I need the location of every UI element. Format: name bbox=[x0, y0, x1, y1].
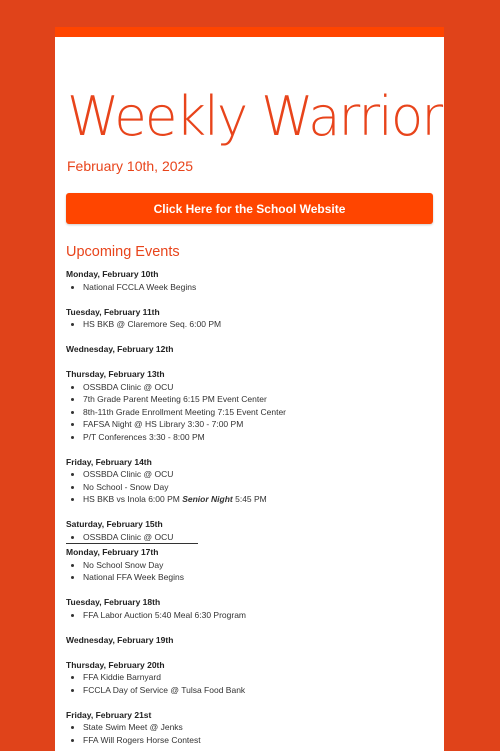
event-item: • FFA Labor Auction 5:40 Meal 6:30 Program bbox=[83, 609, 426, 622]
event-item: • 7th Grade Parent Meeting 6:15 PM Event Center bbox=[83, 393, 426, 406]
day-title: Friday, February 21st bbox=[66, 709, 152, 720]
day-block bbox=[66, 268, 426, 293]
day-block bbox=[66, 634, 426, 647]
day-block bbox=[66, 596, 426, 621]
day-title: Tuesday, February 18th bbox=[66, 597, 161, 607]
day-block bbox=[66, 456, 426, 506]
newsletter-date: February 10th, 2025 bbox=[67, 158, 194, 174]
event-item: • OSSBDA Clinic @ OCU bbox=[83, 381, 426, 394]
event-item: • National FFA Week Begins bbox=[83, 571, 426, 584]
newsletter-card bbox=[55, 27, 444, 751]
upcoming-events-heading: Upcoming Events bbox=[66, 244, 180, 260]
event-item: • OSSBDA Clinic @ OCU bbox=[83, 468, 426, 481]
event-item: • 8th-11th Grade Enrollment Meeting 7:15 Event Center bbox=[83, 406, 426, 419]
school-website-button[interactable]: Click Here for the School Website bbox=[66, 193, 433, 224]
event-item: • FCCLA Day of Service @ Tulsa Food Bank bbox=[83, 684, 426, 697]
event-item: • FAFSA Night @ HS Library 3:30 - 7:00 PM bbox=[83, 418, 426, 431]
day-block bbox=[66, 518, 426, 543]
day-title: Monday, February 17th bbox=[66, 547, 159, 557]
day-title: Tuesday, February 11th bbox=[66, 306, 160, 317]
event-item: • State Swim Meet @ Jenks bbox=[83, 721, 426, 734]
event-item: • P/T Conferences 3:30 - 8:00 PM bbox=[83, 431, 426, 444]
event-item bbox=[83, 493, 426, 506]
day-title: Wednesday, February 19th bbox=[66, 634, 174, 645]
day-title: Friday, February 14th bbox=[66, 456, 152, 467]
day-block bbox=[66, 368, 426, 443]
event-item: • FFA Kiddie Barnyard bbox=[83, 671, 426, 684]
day-block bbox=[66, 546, 426, 584]
event-item: • OSSBDA Clinic @ OCU bbox=[83, 531, 426, 544]
event-text: 5:45 PM bbox=[232, 494, 267, 504]
event-item: • No School Snow Day bbox=[83, 559, 426, 572]
event-item: • HS BKB @ Claremore Seq. 6:00 PM bbox=[83, 318, 426, 331]
event-text: HS BKB vs Inola 6:00 PM bbox=[83, 494, 183, 504]
day-title: Saturday, February 15th bbox=[66, 519, 163, 529]
day-block bbox=[66, 306, 426, 331]
day-title: Thursday, February 20th bbox=[66, 659, 165, 670]
event-item: • No School - Snow Day bbox=[83, 481, 426, 494]
day-title: Monday, February 10th bbox=[66, 269, 159, 279]
newsletter-title: Weekly Warrior bbox=[67, 85, 442, 148]
week-separator bbox=[66, 543, 198, 544]
day-title: Thursday, February 13th bbox=[66, 369, 165, 379]
day-block bbox=[66, 659, 426, 697]
event-item: • National FCCLA Week Begins bbox=[83, 281, 426, 294]
senior-night-emphasis: Senior Night bbox=[182, 494, 233, 504]
day-block bbox=[66, 709, 426, 747]
day-block bbox=[66, 343, 426, 356]
day-title: Wednesday, February 12th bbox=[66, 344, 174, 354]
events-list bbox=[66, 268, 426, 751]
event-item: • FFA Will Rogers Horse Contest bbox=[83, 734, 426, 747]
